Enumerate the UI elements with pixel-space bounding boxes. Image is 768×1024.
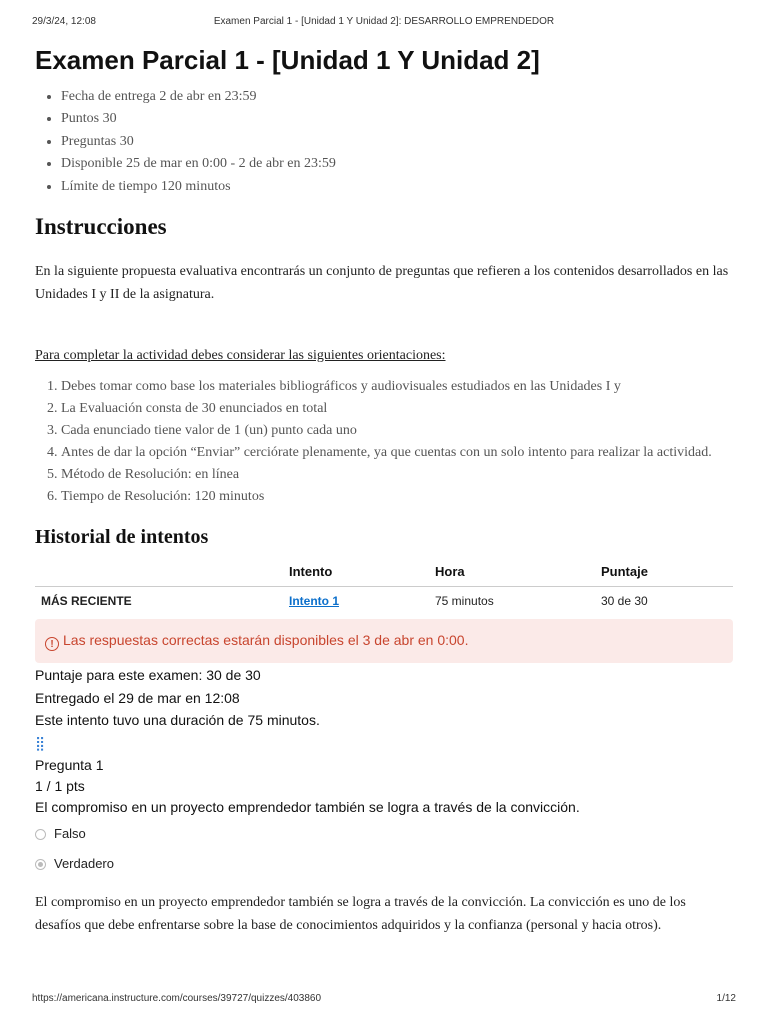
print-footer [32, 993, 736, 1007]
answer-explanation: El compromiso en un proyecto emprendedor también se logra a través de la convicción. La convicción es uno de los desafíos que debe enfrentarse sobre la base de conocimientos adquiridos y la confianza (personal y hacia otros). [35, 894, 686, 933]
orientation-item: 4. Antes de dar la opción “Enviar” cerciórate plenamente, ya que cuentas con un solo intento para realizar la actividad. [61, 442, 733, 464]
detail-due-date: • Fecha de entrega 2 de abr en 23:59 [61, 86, 733, 108]
answer-label: Verdadero [54, 855, 114, 871]
detail-points: • Puntos 30 [61, 108, 733, 130]
orientations-list [35, 376, 733, 508]
quiz-content [35, 42, 733, 937]
orientation-item: 5. Método de Resolución: en línea [61, 464, 733, 486]
print-doc-title: Examen Parcial 1 - [Unidad 1 Y Unidad 2]: DESARROLLO EMPRENDEDOR [213, 16, 555, 27]
instructions-intro: En la siguiente propuesta evaluativa encontrarás un conjunto de preguntas que refieren a los contenidos desarrollados en las Unidades I y II de la asignatura. [35, 264, 729, 303]
orientations-heading: Para completar la actividad debes considerar las siguientes orientaciones: [35, 348, 446, 364]
attempt-time: 75 minutos [435, 594, 494, 609]
attempt-link[interactable]: Intento 1 [289, 594, 339, 609]
question-number: Pregunta 1 [35, 756, 104, 773]
column-header-label [35, 556, 283, 587]
quiz-details [35, 86, 733, 198]
history-heading: Historial de intentos [35, 526, 209, 549]
quiz-score: Puntaje para este examen: 30 de 30 [35, 667, 261, 684]
question-text: El compromiso en un proyecto emprendedor también se logra a través de la convicción. [35, 799, 580, 816]
print-date: 29/3/24, 12:08 [32, 16, 96, 27]
answer-label: Falso [54, 825, 86, 841]
warning-icon: ! [45, 637, 59, 651]
drag-handle-icon[interactable]: ⣿ [35, 734, 46, 751]
answer-option-falso[interactable] [35, 819, 733, 849]
alert-text: Las respuestas correctas estarán disponibles el 3 de abr en 0:00. [63, 632, 469, 649]
quiz-title: Examen Parcial 1 - [Unidad 1 Y Unidad 2] [35, 45, 540, 75]
answer-option-verdadero[interactable] [35, 849, 733, 879]
table-row [35, 587, 733, 616]
column-header-time: Hora [429, 556, 595, 587]
attempt-recency: MÁS RECIENTE [41, 594, 132, 609]
radio-checked-icon[interactable] [35, 859, 46, 870]
print-header [32, 16, 736, 32]
attempt-score: 30 de 30 [601, 594, 648, 609]
detail-available: • Disponible 25 de mar en 0:00 - 2 de abr en 23:59 [61, 153, 733, 175]
attempts-table [35, 556, 733, 615]
orientation-item: 2. La Evaluación consta de 30 enunciados en total [61, 398, 733, 420]
answers-alert [35, 619, 733, 663]
question-points: 1 / 1 pts [35, 778, 85, 795]
print-url: https://americana.instructure.com/courses/39727/quizzes/403860 [32, 993, 322, 1004]
attempts-header-row [35, 556, 733, 587]
column-header-attempt: Intento [283, 556, 429, 587]
radio-icon[interactable] [35, 829, 46, 840]
orientation-item: 3. Cada enunciado tiene valor de 1 (un) punto cada uno [61, 420, 733, 442]
instructions-heading: Instrucciones [35, 214, 167, 240]
detail-time-limit: • Límite de tiempo 120 minutos [61, 176, 733, 198]
submitted-at: Entregado el 29 de mar en 12:08 [35, 689, 240, 706]
orientation-item: 6. Tiempo de Resolución: 120 minutos [61, 486, 733, 508]
column-header-score: Puntaje [595, 556, 733, 587]
attempt-duration: Este intento tuvo una duración de 75 minutos. [35, 712, 320, 729]
attempt-cell [283, 587, 429, 616]
detail-questions: • Preguntas 30 [61, 131, 733, 153]
orientation-item: 1. Debes tomar como base los materiales bibliográficos y audiovisuales estudiados en las Unidades I y [61, 376, 733, 398]
print-page-number: 1/12 [716, 993, 736, 1004]
